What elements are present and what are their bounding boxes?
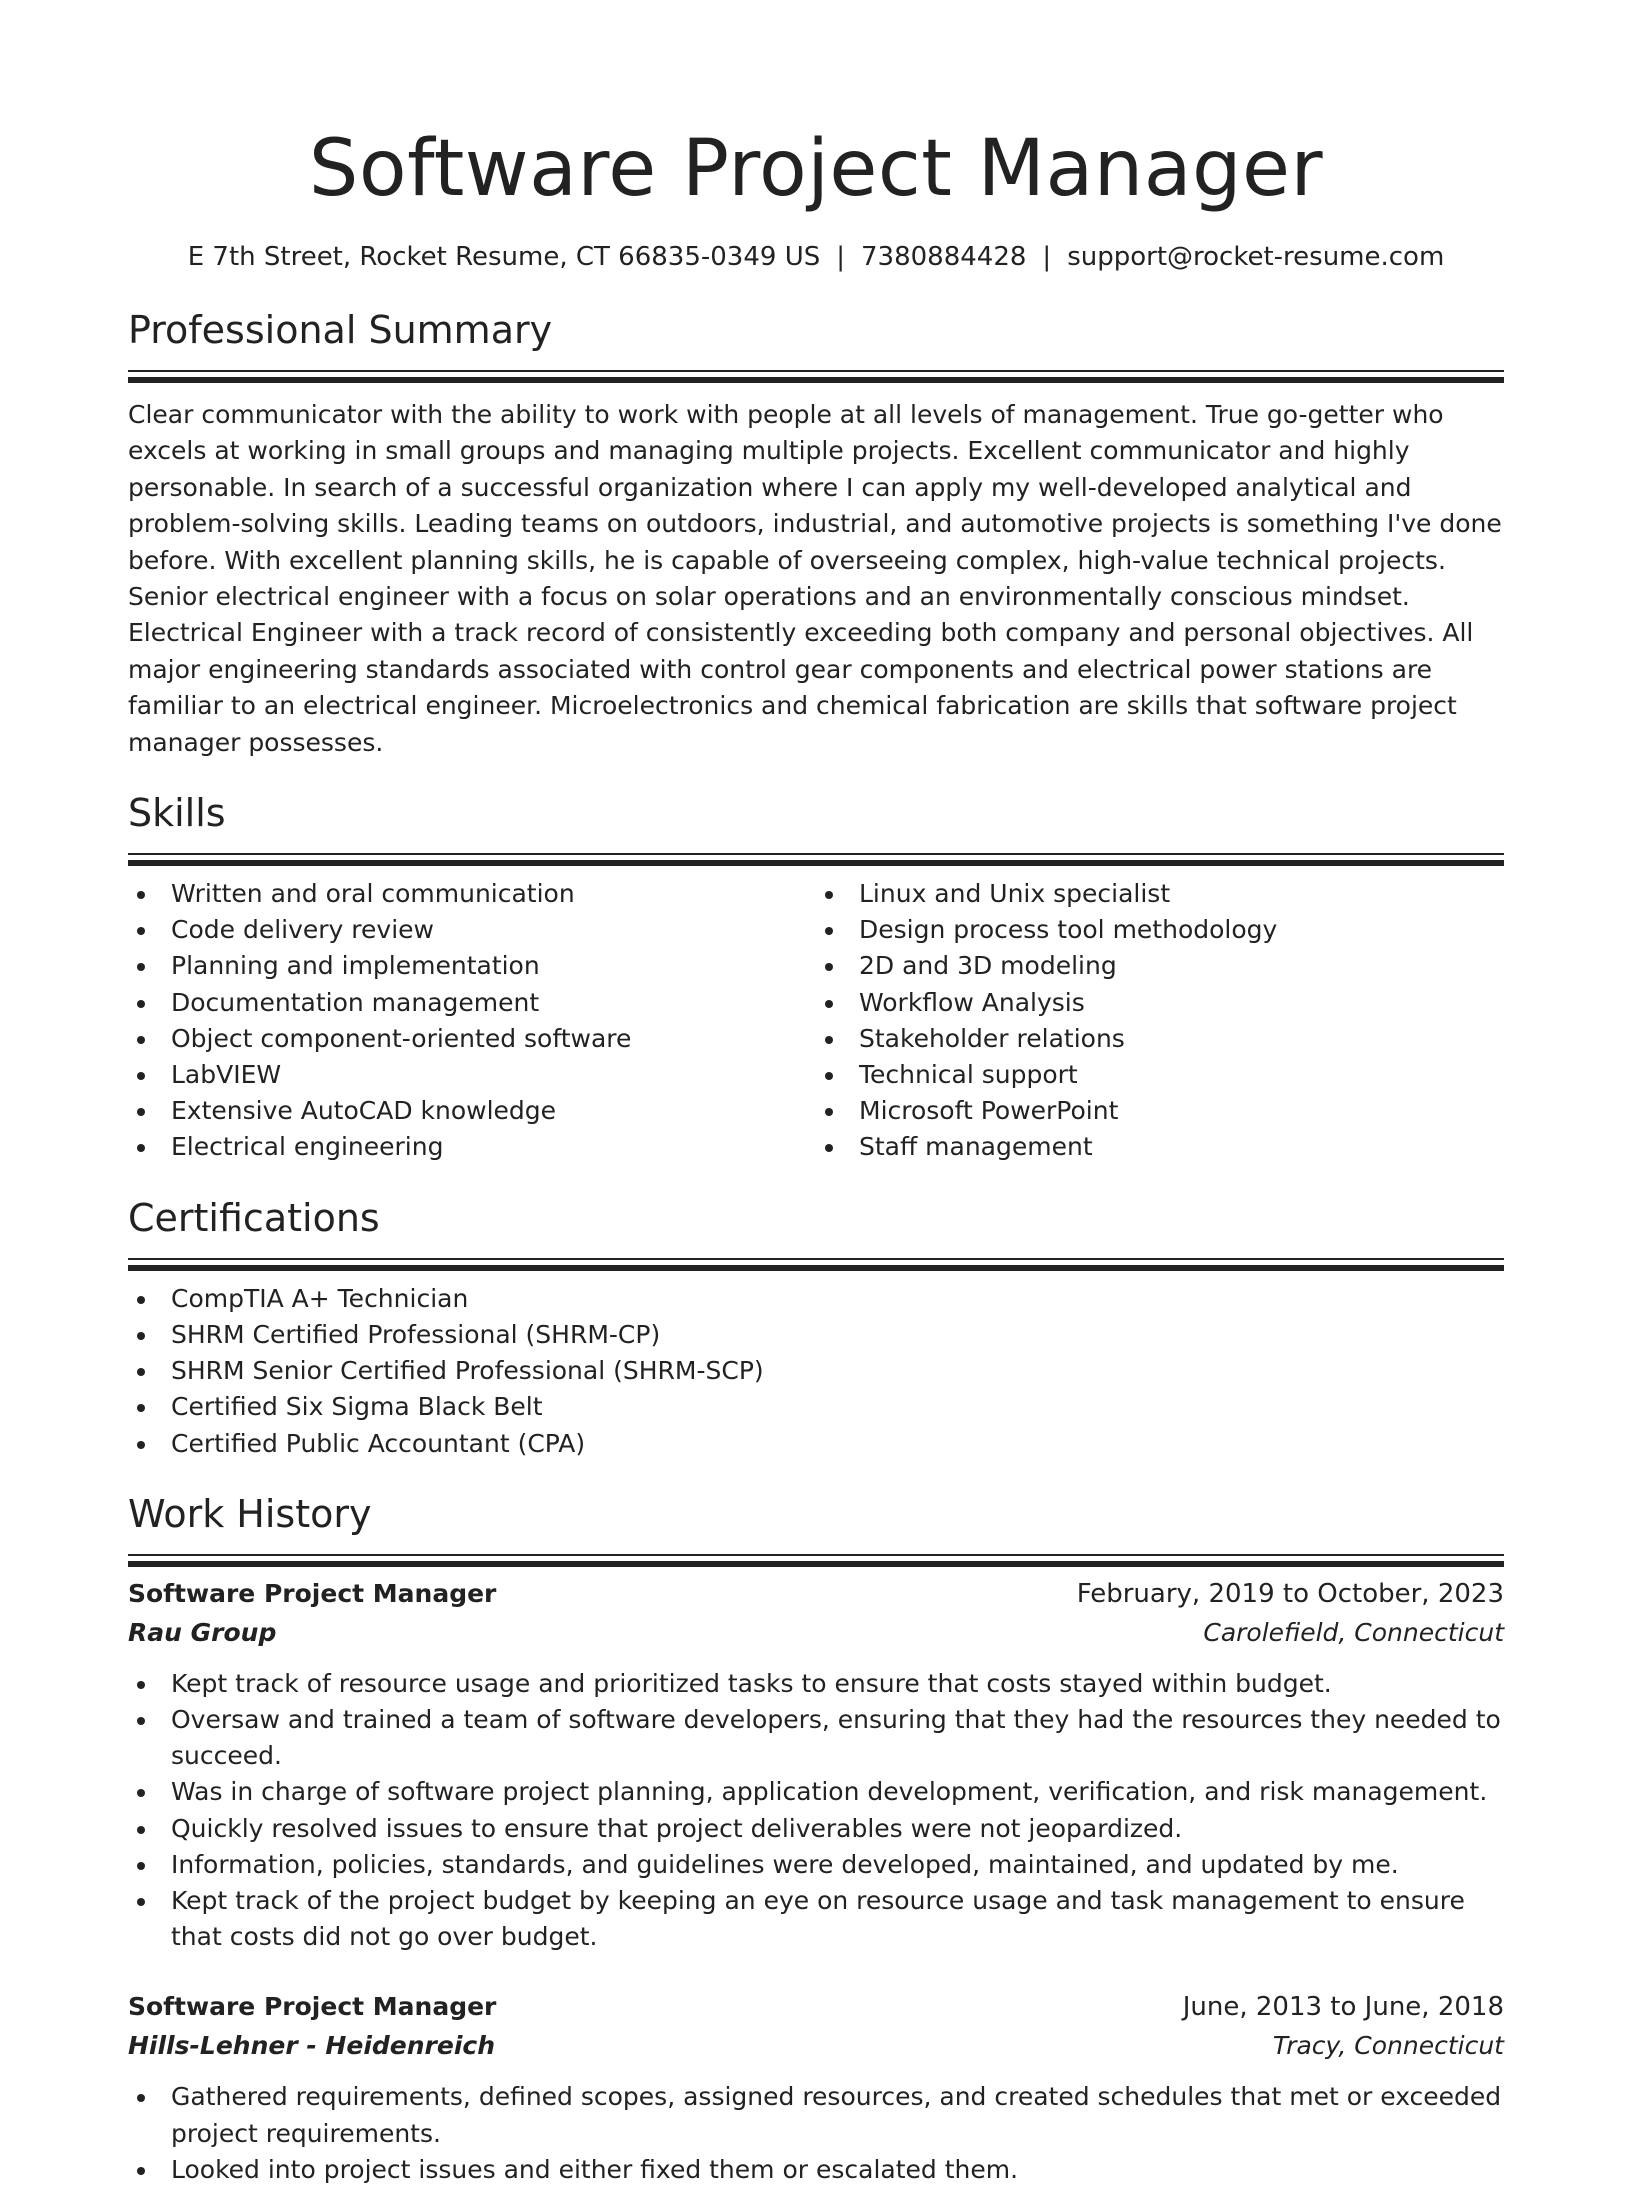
- skill-item: 2D and 3D modeling: [816, 948, 1504, 984]
- certification-item: Certified Six Sigma Black Belt: [128, 1389, 1504, 1425]
- job-dates: June, 2013 to June, 2018: [1182, 1992, 1504, 2023]
- section-heading: Skills: [128, 791, 226, 836]
- skill-item: Design process tool methodology: [816, 912, 1504, 948]
- skills-left-list: [128, 876, 816, 1166]
- job-company: Rau Group: [128, 1617, 277, 1647]
- contact-email: support@rocket-resume.com: [1067, 242, 1445, 272]
- skill-item: Written and oral communication: [128, 876, 816, 912]
- summary-text: Clear communicator with the ability to work with people at all levels of management. True go-getter who excels at working in small groups and managing multiple projects. Excellent communicator and highly personable. In search of a successful organization where I can apply my well-developed analytical and problem-solving skills. Leading teams on outdoors, industrial, and automotive projects is something I've done before. With excellent planning skills, he is capable of overseeing complex, high-value technical projects. Senior electrical engineer with a focus on solar operations and an environmentally conscious mindset. Electrical Engineer with a track record of consistently exceeding both company and personal objectives. All major engineering standards associated with control gear components and electrical power stations are familiar to an electrical engineer. Microelectronics and chemical fabrication are skills that software project manager possesses.: [128, 400, 1502, 757]
- skill-item: Workflow Analysis: [816, 985, 1504, 1021]
- skill-item: Object component-oriented software: [128, 1021, 816, 1057]
- skill-item: Staff management: [816, 1129, 1504, 1165]
- job-location: Carolefield, Connecticut: [1203, 1617, 1504, 1647]
- resume-title: Software Project Manager: [308, 124, 1324, 214]
- job-entry: [128, 1987, 1504, 2188]
- job-duty-item: Kept track of the project budget by keeping an eye on resource usage and task management to ensure that costs did not go over budget.: [128, 1883, 1504, 1955]
- skills-grid: [128, 876, 1504, 1166]
- job-duty-item: Oversaw and trained a team of software developers, ensuring that they had the resources they needed to succeed.: [128, 1702, 1504, 1774]
- job-subheader-row: [128, 1614, 1504, 1652]
- work-history-section: [128, 1490, 1504, 2188]
- section-divider: [128, 1554, 1504, 1556]
- skill-item: Linux and Unix specialist: [816, 876, 1504, 912]
- certification-item: SHRM Senior Certified Professional (SHRM-SCP): [128, 1353, 1504, 1389]
- certifications-section: [128, 1194, 1504, 1462]
- job-duty-item: Kept track of resource usage and prioritized tasks to ensure that costs stayed within budget.: [128, 1666, 1504, 1702]
- skills-section: [128, 789, 1504, 1166]
- section-heading: Work History: [128, 1491, 372, 1536]
- skill-item: Code delivery review: [128, 912, 816, 948]
- contact-separator: |: [1042, 242, 1052, 272]
- job-duties-list: [128, 1666, 1504, 1956]
- job-company: Hills-Lehner - Heidenreich: [128, 2031, 496, 2061]
- section-divider: [128, 853, 1504, 855]
- section-heading: Professional Summary: [128, 308, 553, 352]
- skill-item: Microsoft PowerPoint: [816, 1093, 1504, 1129]
- skill-item: Electrical engineering: [128, 1129, 816, 1165]
- certification-item: Certified Public Accountant (CPA): [128, 1426, 1504, 1462]
- skill-item: Documentation management: [128, 985, 816, 1021]
- job-duty-item: Quickly resolved issues to ensure that project deliverables were not jeopardized.: [128, 1811, 1504, 1847]
- job-title: Software Project Manager: [128, 1578, 497, 1608]
- skill-item: Planning and implementation: [128, 948, 816, 984]
- contact-line: [128, 240, 1504, 274]
- summary-section: [128, 306, 1504, 761]
- job-location: Tracy, Connecticut: [1272, 2031, 1504, 2061]
- skill-item: LabVIEW: [128, 1057, 816, 1093]
- certification-item: SHRM Certified Professional (SHRM-CP): [128, 1317, 1504, 1353]
- job-header-row: [128, 1987, 1504, 2027]
- job-duty-item: Gathered requirements, defined scopes, assigned resources, and created schedules that met or exceeded project requirements.: [128, 2079, 1504, 2151]
- skill-item: Technical support: [816, 1057, 1504, 1093]
- job-title: Software Project Manager: [128, 1992, 497, 2022]
- contact-address: E 7th Street, Rocket Resume, CT 66835-0349 US: [187, 242, 821, 272]
- section-divider: [128, 370, 1504, 372]
- certifications-list: [128, 1281, 1504, 1462]
- skill-item: Extensive AutoCAD knowledge: [128, 1093, 816, 1129]
- job-header-row: [128, 1574, 1504, 1614]
- section-divider: [128, 1258, 1504, 1260]
- contact-separator: |: [836, 242, 845, 272]
- job-entry: [128, 1574, 1504, 1956]
- job-duty-item: Looked into project issues and either fixed them or escalated them.: [128, 2152, 1504, 2188]
- contact-phone: 7380884428: [861, 242, 1027, 272]
- skills-right-list: [816, 876, 1504, 1166]
- job-duty-item: Was in charge of software project planning, application development, verification, and risk management.: [128, 1774, 1504, 1810]
- job-subheader-row: [128, 2027, 1504, 2065]
- job-dates: February, 2019 to October, 2023: [1076, 1578, 1504, 1609]
- job-duty-item: Information, policies, standards, and guidelines were developed, maintained, and updated by me.: [128, 1847, 1504, 1883]
- job-duties-list: [128, 2079, 1504, 2188]
- section-heading: Certifications: [128, 1195, 380, 1240]
- skill-item: Stakeholder relations: [816, 1021, 1504, 1057]
- certification-item: CompTIA A+ Technician: [128, 1281, 1504, 1317]
